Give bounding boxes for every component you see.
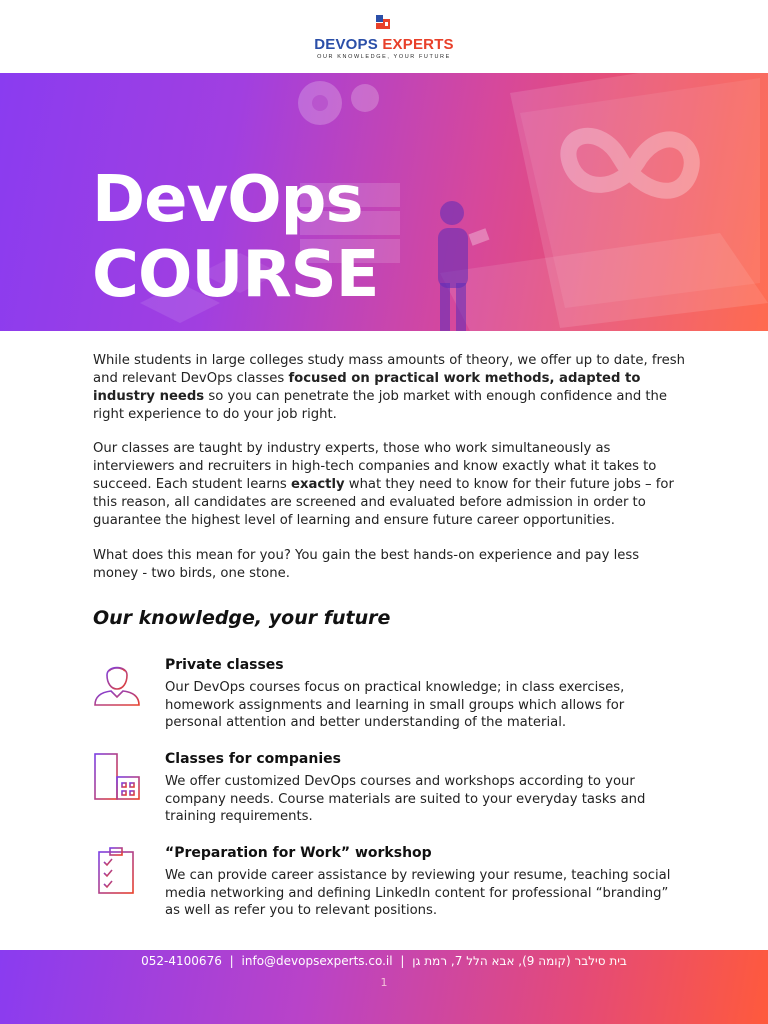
section-title: Our knowledge, your future <box>93 607 391 629</box>
gear-icon <box>298 81 379 125</box>
intro-emphasis: exactly <box>291 477 345 492</box>
footer-phone[interactable]: 052-4100676 <box>141 954 222 968</box>
devops-logo-icon <box>374 14 392 32</box>
footer-contact <box>0 954 768 968</box>
feature-title: Private classes <box>165 657 284 673</box>
hero-banner <box>0 73 768 331</box>
footer-separator: | <box>400 954 405 968</box>
feature-title: “Preparation for Work” workshop <box>165 845 432 861</box>
hero-title-line-2: COURSE <box>92 238 379 312</box>
intro-text: so you can penetrate the job market with enough confidence and the right experience to do your job right. <box>93 389 668 422</box>
feature-description: Our DevOps courses focus on practical knowledge; in class exercises, homework assignments and learning in small groups which allows for personal attention and better understanding of the material. <box>165 680 625 730</box>
logo-tagline: OUR KNOWLEDGE, YOUR FUTURE <box>317 54 451 60</box>
intro-text: what they need to know for their future jobs – for this reason, all candidates are screened and evaluated before admission in order to guarantee the highest level of learning and ensure future career opportunities. <box>93 477 674 528</box>
intro-text: Our classes are taught by industry experts, those who work simultaneously as interviewers and recruiters in high-tech companies and know exactly what it takes to succeed. Each student learns <box>93 441 657 492</box>
checklist-icon <box>93 847 141 895</box>
footer-separator: | <box>229 954 234 968</box>
footer-address: בית סילבר (קומה 9), אבא הלל 7, רמת גן <box>412 954 627 968</box>
hero-title <box>92 163 378 313</box>
intro-paragraph-3: What does this mean for you? You gain the best hands-on experience and pay less money - two birds, one stone. <box>93 548 640 581</box>
feature-title: Classes for companies <box>165 751 341 767</box>
feature-description: We can provide career assistance by reviewing your resume, teaching social media networking and defining LinkedIn content for professional “branding” as well as refer you to relevant positions. <box>165 868 671 918</box>
intro-text: While students in large colleges study mass amounts of theory, we offer up to date, fresh and relevant DevOps classes <box>93 353 685 386</box>
hero-title-line-1: DevOps <box>92 163 363 237</box>
intro-emphasis: focused on practical work methods, adapted to industry needs <box>93 371 641 404</box>
footer <box>0 950 768 1024</box>
page-number: 1 <box>380 976 388 989</box>
footer-email[interactable]: info@devopsexperts.co.il <box>241 954 393 968</box>
person-illustration-icon <box>438 201 468 331</box>
building-icon <box>93 753 141 801</box>
logo-word-experts: EXPERTS <box>382 36 454 53</box>
logo-wordmark <box>0 36 768 53</box>
logo-word-devops: DEVOPS <box>314 36 378 53</box>
feature-description: We offer customized DevOps courses and workshops according to your company needs. Course materials are suited to your everyday tasks and training requirements. <box>165 774 646 824</box>
person-icon <box>93 659 141 707</box>
intro-paragraph-1 <box>93 352 688 424</box>
intro-paragraph-2 <box>93 440 688 530</box>
